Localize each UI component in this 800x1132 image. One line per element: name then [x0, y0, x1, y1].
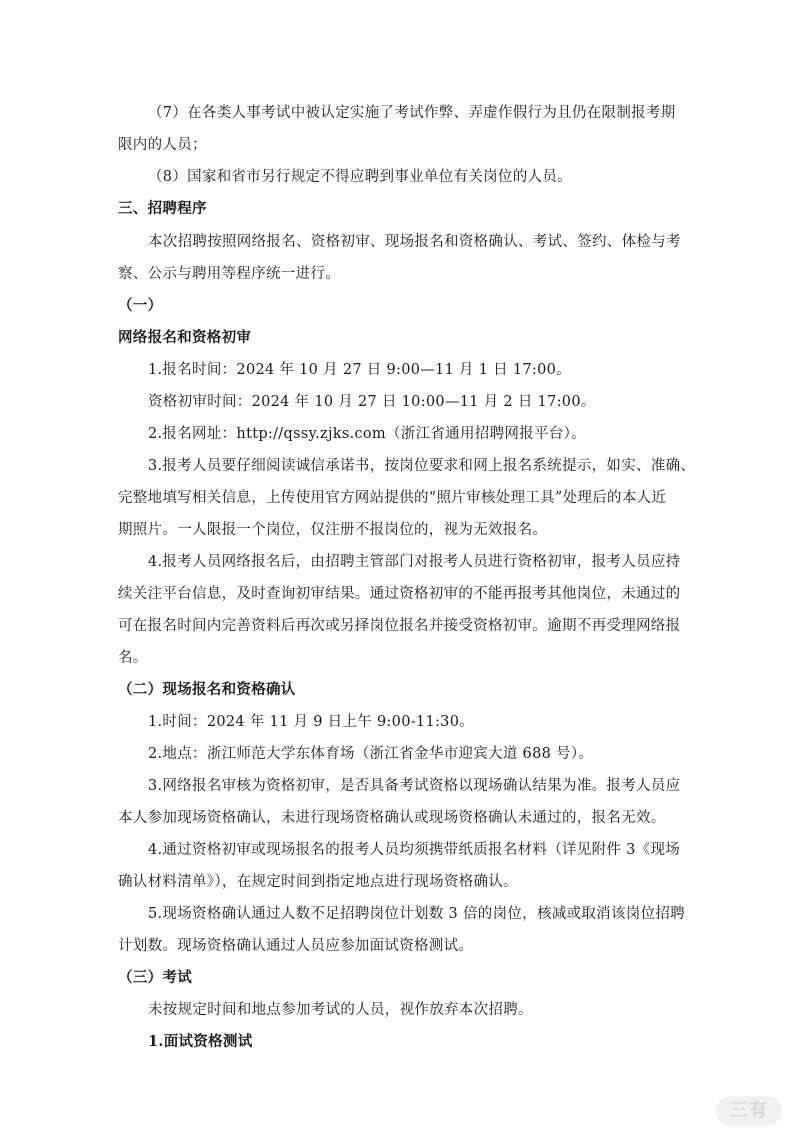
text-line-20: 1.时间：2024 年 11 月 9 日上午 9:00-11:30。 — [148, 714, 475, 730]
text-line-3: （8）国家和省市另行规定不得应聘到事业单位有关岗位的人员。 — [148, 169, 572, 185]
text-line-10: 资格初审时间：2024 年 10 月 27 日 10:00—11 月 2 日 17:00。 — [148, 394, 596, 410]
text-line-5: 本次招聘按照网络报名、资格初审、现场报名和资格确认、考试、签约、体检与考 — [148, 234, 681, 250]
subsection-heading-exam: （三）考试 — [118, 969, 192, 986]
text-line-21: 2.地点：浙江师范大学东体育场（浙江省金华市迎宾大道 688 号）。 — [148, 746, 594, 762]
text-line-12: 3.报考人员要仔细阅读诚信承诺书，按岗位要求和网上报名系统提示，如实、准确、 — [148, 458, 696, 474]
text-line-17: 可在报名时间内完善资料后再次或另择岗位报名并接受资格初审。逾期不再受理网络报 — [118, 618, 681, 634]
subsection-heading-online-registration: 网络报名和资格初审 — [118, 329, 252, 346]
text-line-9: 1.报名时间：2024 年 10 月 27 日 9:00—11 月 1 日 17:00。 — [148, 362, 571, 378]
text-line-27: 计划数。现场资格确认通过人员应参加面试资格测试。 — [118, 938, 474, 954]
text-line-14: 期照片。一人限报一个岗位，仅注册不报岗位的，视为无效报名。 — [118, 522, 548, 538]
text-line-25: 确认材料清单》），在规定时间到指定地点进行现场资格确认。 — [118, 874, 518, 890]
text-line-23: 本人参加现场资格确认，未进行现场资格确认或现场资格确认未通过的，报名无效。 — [118, 810, 666, 826]
text-line-15: 4.报考人员网络报名后，由招聘主管部门对报考人员进行资格初审，报考人员应持 — [148, 554, 681, 570]
text-line-18: 名。 — [118, 650, 148, 666]
subsection-heading-onsite-registration: （二）现场报名和资格确认 — [118, 681, 296, 698]
text-line-29: 未按规定时间和地点参加考试的人员，视作放弃本次招聘。 — [148, 1002, 533, 1018]
watermark-logo: 三有 — [716, 1096, 782, 1126]
text-line-16: 续关注平台信息，及时查询初审结果。通过资格初审的不能再报考其他岗位，未通过的 — [118, 586, 681, 602]
section-heading-recruitment-procedure: 三、招聘程序 — [118, 200, 207, 217]
text-line-11: 2.报名网址：http://qssy.zjks.com（浙江省通用招聘网报平台）。 — [148, 426, 586, 442]
text-line-13: 完整地填写相关信息，上传使用官方网站提供的“照片审核处理工具”处理后的本人近 — [118, 490, 667, 506]
text-line-6: 察、公示与聘用等程序统一进行。 — [118, 266, 340, 282]
text-line-1: （7）在各类人事考试中被认定实施了考试作弊、弄虚作假行为且仍在限制报考期 — [148, 105, 676, 121]
text-line-22: 3.网络报名审核为资格初审，是否具备考试资格以现场确认结果为准。报考人员应 — [148, 778, 681, 794]
text-line-2: 限内的人员； — [118, 137, 207, 153]
subsection-number-1: （一） — [118, 297, 163, 314]
subheading-interview-qualification-test: 1.面试资格测试 — [148, 1033, 253, 1050]
text-line-26: 5.现场资格确认通过人数不足招聘岗位计划数 3 倍的岗位，核减或取消该岗位招聘 — [148, 906, 685, 922]
text-line-24: 4.通过资格初审或现场报名的报考人员均须携带纸质报名材料（详见附件 3《现场 — [148, 842, 681, 858]
